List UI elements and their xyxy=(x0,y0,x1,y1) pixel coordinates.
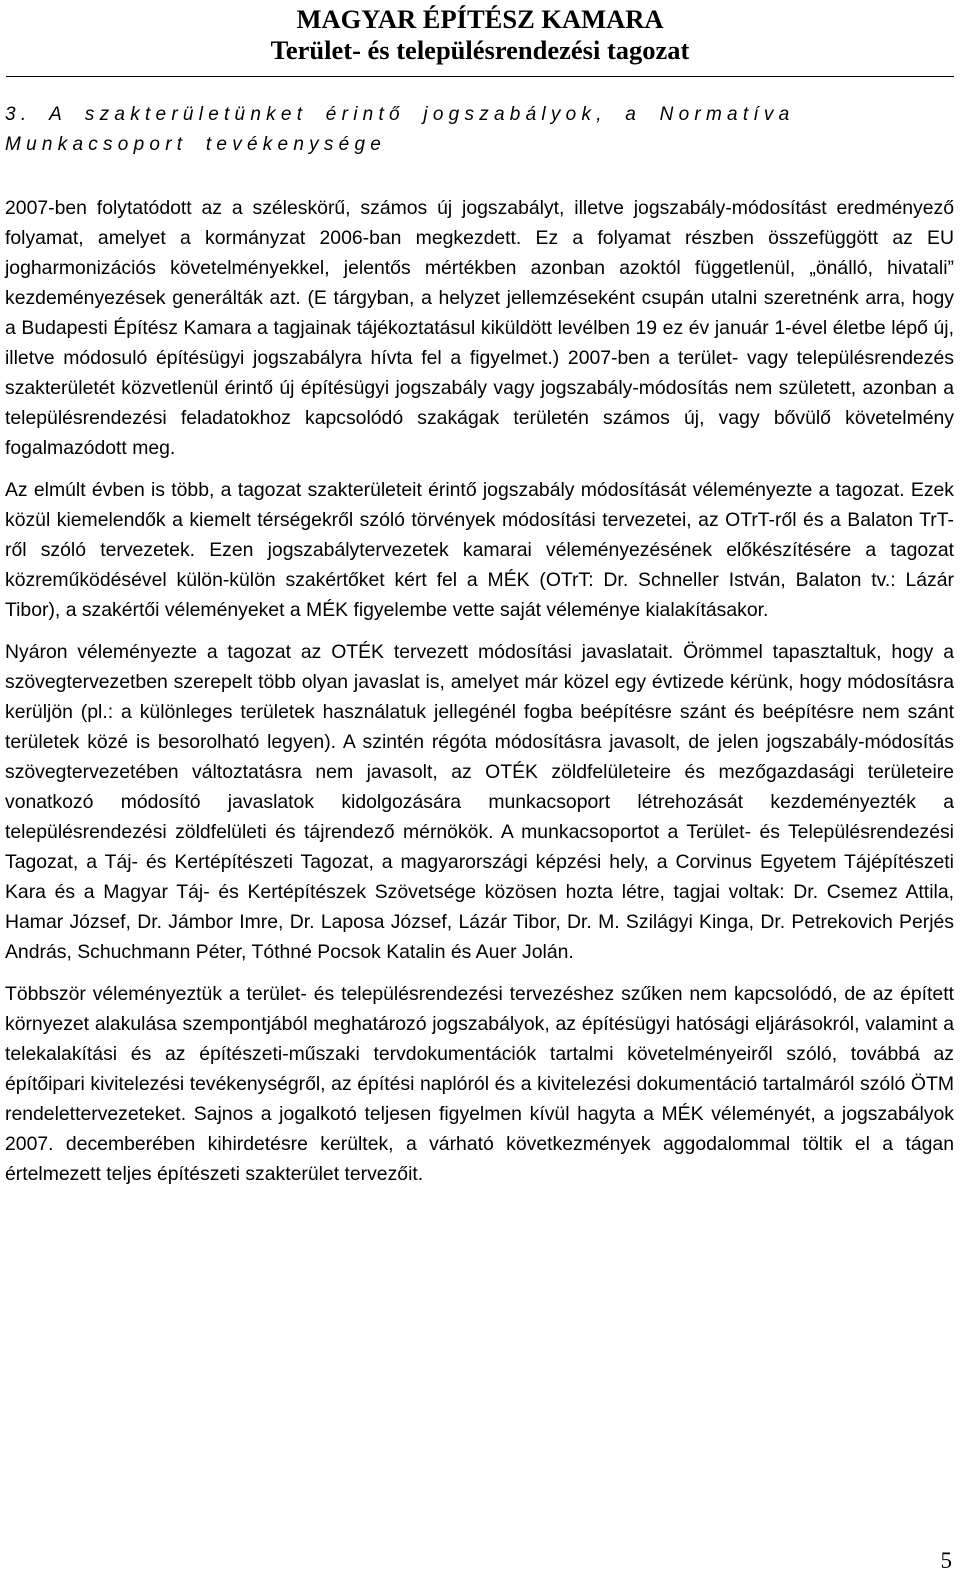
document-header xyxy=(0,4,960,66)
paragraph: 2007-ben folytatódott az a széleskörű, számos új jogszabályt, illetve jogszabály-módosítást eredményező folyamat, amelyet a kormányzat 2006-ban megkezdett. Ez a folyamat részben összefüggött az EU jogharmonizációs követelményekkel, jelentős mértékben azonban azoktól függetlenül, „önálló, hivatali” kezdeményezések generálták azt. (E tárgyban, a helyzet jellemzéseként csupán utalni szeretnénk arra, hogy a Budapesti Építész Kamara a tagjainak tájékoztatásul kiküldött levélben 19 ez év január 1-ével életbe lépő új, illetve módosuló építésügyi jogszabályra hívta fel a figyelmet.) 2007-ben a terület- vagy településrendezés szakterületét közvetlenül érintő új építésügyi jogszabály vagy jogszabály-módosítás nem született, azonban a településrendezési feladatokhoz kapcsolódó szakágak területén számos új, vagy bővülő követelmény fogalmazódott meg. xyxy=(5,197,954,459)
section-name: Terület- és településrendezési tagozat xyxy=(270,35,690,65)
paragraph: Többször véleményeztük a terület- és településrendezési tervezéshez szűken nem kapcsolódó, de az épített környezet alakulása szempontjából meghatározó jogszabályok, az építésügyi hatósági eljárásokról, valamint a telekalakítási és az építészeti-műszaki tervdokumentációk tartalmi követelményeiről szóló, továbbá az építőipari kivitelezési tevékenységről, az építési naplóról és a kivitelezési dokumentáció tartalmáról szóló ÖTM rendelettervezeteket. Sajnos a jogalkotó teljesen figyelmen kívül hagyta a MÉK véleményét, a jogszabályok 2007. decemberében kihirdetésre kerültek, a várható következmények aggodalommal töltik el a tágan értelmezett teljes építészeti szakterület tervezőit. xyxy=(5,983,954,1185)
chamber-name: MAGYAR ÉPÍTÉSZ KAMARA xyxy=(296,4,664,34)
body-text xyxy=(5,193,954,1201)
section-heading xyxy=(5,100,949,160)
section-heading-line-1: 3. A szakterületünket érintő jogszabályok, a Normatíva xyxy=(5,104,795,125)
header-divider xyxy=(6,76,954,77)
section-heading-line-2: Munkacsoport tevékenysége xyxy=(5,134,387,155)
paragraph: Az elmúlt évben is több, a tagozat szakterületeit érintő jogszabály módosítását véleményezte a tagozat. Ezek közül kiemelendők a kiemelt térségekről szóló törvények módosítási tervezetei, az OTrT-ről és a Balaton TrT-ről szóló tervezetek. Ezen jogszabálytervezetek kamarai véleményezésének előkészítésére a tagozat közreműködésével külön-külön szakértőket kért fel a MÉK (OTrT: Dr. Schneller István, Balaton tv.: Lázár Tibor), a szakértői véleményeket a MÉK figyelembe vette saját véleménye kialakításakor. xyxy=(5,479,954,621)
page-number: 5 xyxy=(940,1548,952,1573)
paragraph: Nyáron véleményezte a tagozat az OTÉK tervezett módosítási javaslatait. Örömmel tapasztaltuk, hogy a szövegtervezetben szerepelt több olyan javaslat is, amelyet már közel egy évtizede kérünk, hogy módosításra kerüljön (pl.: a különleges területek használatuk jellegénél fogba beépítésre szánt és beépítésre nem szánt területek közé is besorolható legyen). A szintén régóta módosításra javasolt, de jelen jogszabály-módosítás szövegtervezetében változtatásra nem javasolt, az OTÉK zöldfelületeire és mezőgazdasági területeire vonatkozó módosító javaslatok kidolgozására munkacsoport létrehozását kezdeményezték a településrendezési zöldfelületi és tájrendező mérnökök. A munkacsoportot a Terület- és Településrendezési Tagozat, a Táj- és Kertépítészeti Tagozat, a magyarországi képzési hely, a Corvinus Egyetem Tájépítészeti Kara és a Magyar Táj- és Kertépítészek Szövetsége közösen hozta létre, tagjai voltak: Dr. Csemez Attila, Hamar József, Dr. Jámbor Imre, Dr. Laposa József, Lázár Tibor, Dr. M. Szilágyi Kinga, Dr. Petrekovich Perjés András, Schuchmann Péter, Tóthné Pocsok Katalin és Auer Jolán. xyxy=(5,641,954,963)
